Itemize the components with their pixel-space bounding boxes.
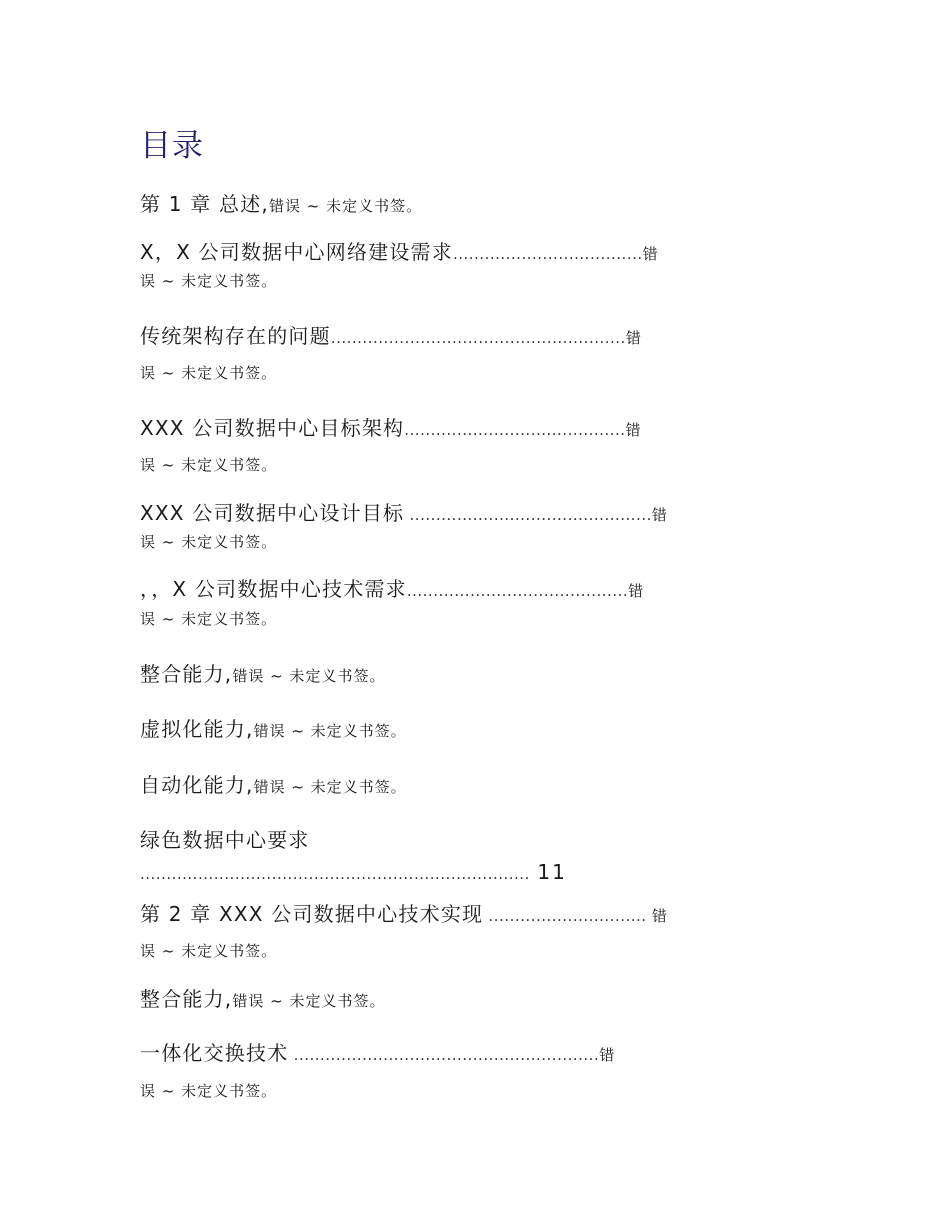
toc-entry[interactable] bbox=[140, 236, 659, 265]
toc-entry-error: 错误 ~ 未定义书签。 bbox=[232, 992, 386, 1010]
toc-leader-dots: .......................................................................... bbox=[140, 865, 530, 883]
toc-leader-dots: .......................................................... bbox=[288, 1046, 600, 1064]
toc-entry-continuation: 误 ~ 未定义书签。 bbox=[140, 456, 278, 474]
toc-entry-continuation: 误 ~ 未定义书签。 bbox=[140, 610, 278, 628]
toc-entry[interactable] bbox=[140, 497, 668, 526]
toc-entry-text: 传统架构存在的问题 bbox=[140, 324, 331, 348]
toc-leader-dots: .......................................... bbox=[404, 421, 626, 439]
toc-entry-text: ，，X 公司数据中心技术需求 bbox=[140, 577, 407, 601]
toc-entry-text: 整合能力, bbox=[140, 987, 233, 1011]
toc-entry-text: 第 1 章 总述, bbox=[140, 192, 269, 216]
toc-entry-text: 自动化能力, bbox=[140, 773, 254, 797]
toc-entry-error: 错 bbox=[651, 506, 668, 524]
toc-entry-text: 一体化交换技术 bbox=[140, 1041, 289, 1065]
toc-leader-dots: ........................................................ bbox=[330, 329, 626, 347]
toc-entry-error: 错误 ~ 未定义书签。 bbox=[253, 778, 407, 796]
toc-entry-error: 错 bbox=[628, 582, 645, 600]
toc-entry-error: 错误 ~ 未定义书签。 bbox=[268, 197, 423, 215]
toc-entry[interactable] bbox=[140, 412, 642, 441]
toc-entry[interactable] bbox=[140, 573, 644, 602]
toc-entry-error: 错 bbox=[625, 329, 642, 347]
toc-entry[interactable] bbox=[140, 188, 422, 217]
toc-entry-error: 错 bbox=[599, 1046, 616, 1064]
toc-entry-error: 错误 ~ 未定义书签。 bbox=[232, 667, 386, 685]
toc-entry[interactable] bbox=[140, 769, 407, 798]
toc-page-number: 11 bbox=[537, 860, 567, 884]
toc-leader-dots: .................................... bbox=[452, 245, 643, 263]
toc-entry[interactable] bbox=[140, 983, 385, 1012]
toc-leader-dots: .............................. bbox=[483, 907, 652, 925]
toc-entry-error: 错 bbox=[642, 245, 659, 263]
toc-entry-continuation: 误 ~ 未定义书签。 bbox=[140, 364, 278, 382]
toc-entry-text: XXX 公司数据中心目标架构 bbox=[140, 416, 405, 440]
toc-entry[interactable] bbox=[140, 658, 385, 687]
toc-leader-dots: .......................................... bbox=[406, 582, 629, 600]
toc-entry-error: 错 bbox=[651, 907, 668, 925]
toc-entry-text: 虚拟化能力, bbox=[140, 717, 254, 741]
toc-entry-text: XXX 公司数据中心设计目标 bbox=[140, 501, 405, 525]
toc-entry-text: 绿色数据中心要求 bbox=[140, 828, 310, 852]
toc-entry-continuation bbox=[140, 860, 567, 884]
toc-entry[interactable] bbox=[140, 1037, 615, 1066]
toc-entry-continuation: 误 ~ 未定义书签。 bbox=[140, 1082, 278, 1100]
toc-entry-continuation: 误 ~ 未定义书签。 bbox=[140, 533, 278, 551]
toc-leader-dots: .............................................. bbox=[404, 506, 652, 524]
toc-entry[interactable] bbox=[140, 824, 310, 853]
toc-entry-text: X，X 公司数据中心网络建设需求 bbox=[140, 240, 453, 264]
toc-entry-continuation: 误 ~ 未定义书签。 bbox=[140, 942, 278, 960]
toc-entry-continuation: 误 ~ 未定义书签。 bbox=[140, 272, 278, 290]
toc-entry[interactable] bbox=[140, 713, 407, 742]
toc-entry-error: 错误 ~ 未定义书签。 bbox=[253, 722, 407, 740]
toc-entry[interactable] bbox=[140, 898, 668, 927]
toc-entry-text: 整合能力, bbox=[140, 662, 233, 686]
toc-entry-error: 错 bbox=[625, 421, 642, 439]
toc-title: 目录 bbox=[140, 128, 204, 164]
toc-entry[interactable] bbox=[140, 320, 642, 349]
toc-entry-text: 第 2 章 XXX 公司数据中心技术实现 bbox=[140, 902, 484, 926]
